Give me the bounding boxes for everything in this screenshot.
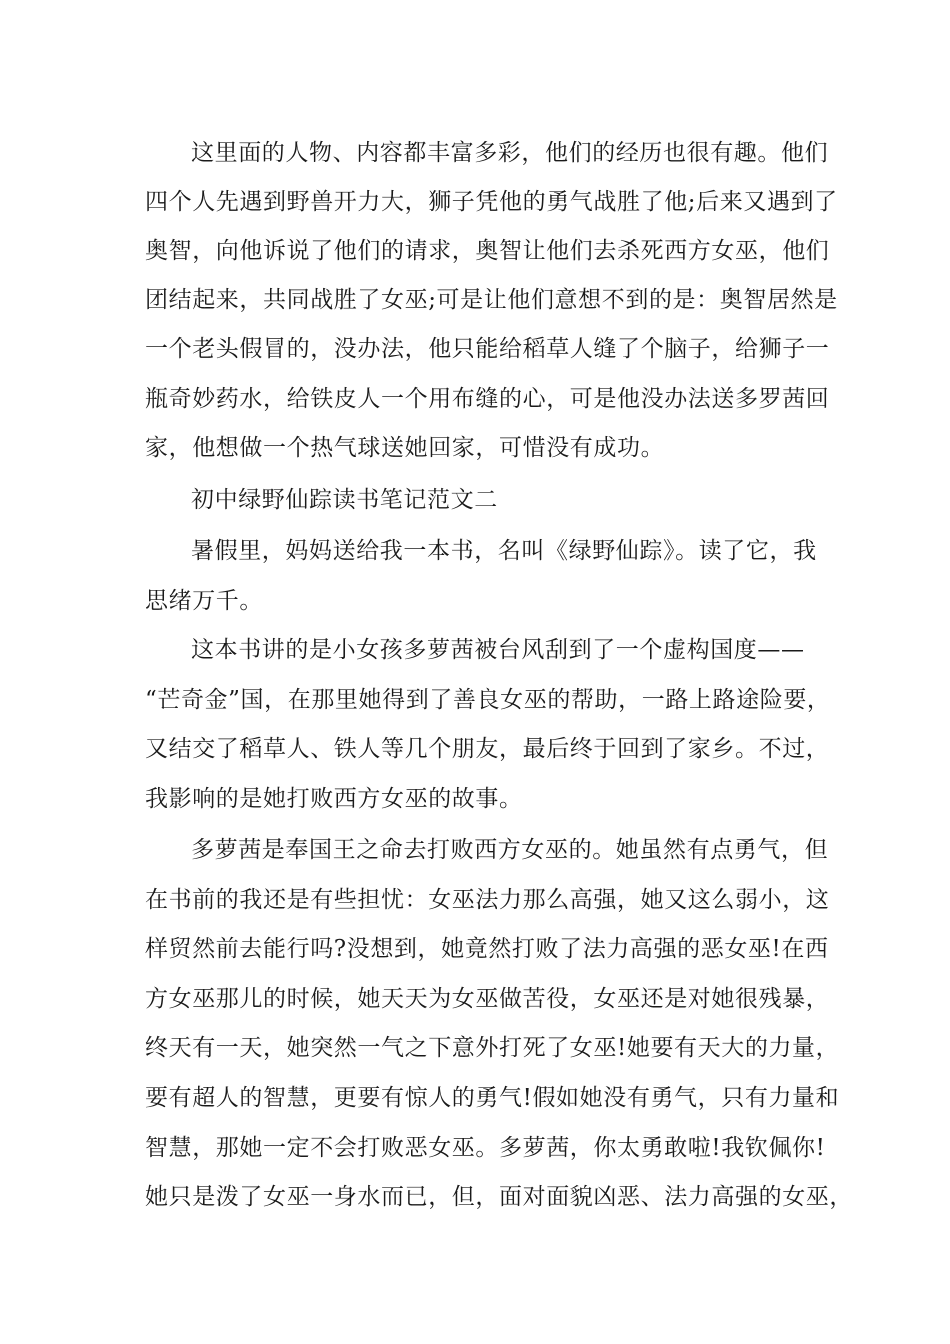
paragraph-line: 思绪万千。 [145,588,263,614]
paragraph-line: 终天有一天，她突然一气之下意外打死了女巫!她要有天大的力量， [145,1035,840,1061]
paragraph-line: 要有超人的智慧，更要有惊人的勇气!假如她没有勇气，只有力量和 [145,1085,840,1111]
paragraph-line: 这本书讲的是小女孩多萝茜被台风刮到了一个虚构国度—— [191,637,805,663]
paragraph-line: 她只是泼了女巫一身水而已，但，面对面貌凶恶、法力高强的女巫， [145,1184,853,1210]
paragraph-line: 奥智，向他诉说了他们的请求，奥智让他们去杀死西方女巫，他们 [145,238,830,264]
section-heading: 初中绿野仙踪读书笔记范文二 [191,487,498,513]
paragraph-line: 团结起来，共同战胜了女巫;可是让他们意想不到的是：奥智居然是 [145,287,838,313]
paragraph-line: 瓶奇妙药水，给铁皮人一个用布缝的心，可是他没办法送多罗茜回 [145,386,830,412]
paragraph-line: 这里面的人物、内容都丰富多彩，他们的经历也很有趣。他们 [191,140,829,166]
paragraph-line: 多萝茜是奉国王之命去打败西方女巫的。她虽然有点勇气，但 [191,837,829,863]
paragraph-line: 方女巫那儿的时候，她天天为女巫做苦役，女巫还是对她很残暴， [145,986,830,1012]
paragraph-line: 一个老头假冒的，没办法，他只能给稻草人缝了个脑子，给狮子一 [145,336,830,362]
paragraph-line: 家，他想做一个热气球送她回家，可惜没有成功。 [145,435,665,461]
paragraph-line: 又结交了稻草人、铁人等几个朋友，最后终于回到了家乡。不过， [145,736,830,762]
paragraph-line: 样贸然前去能行吗?没想到，她竟然打败了法力高强的恶女巫!在西 [145,936,829,962]
paragraph-line: 我影响的是她打败西方女巫的故事。 [145,786,523,812]
paragraph-line: 暑假里，妈妈送给我一本书，名叫《绿野仙踪》。读了它，我 [191,538,817,564]
paragraph-line: 在书前的我还是有些担忧：女巫法力那么高强，她又这么弱小，这 [145,887,830,913]
paragraph-line: “芒奇金”国，在那里她得到了善良女巫的帮助，一路上路途险要， [145,687,831,713]
paragraph-line: 四个人先遇到野兽开力大，狮子凭他的勇气战胜了他;后来又遇到了 [145,189,838,215]
paragraph-line: 智慧，那她一定不会打败恶女巫。多萝茜，你太勇敢啦!我钦佩你! [145,1135,826,1161]
